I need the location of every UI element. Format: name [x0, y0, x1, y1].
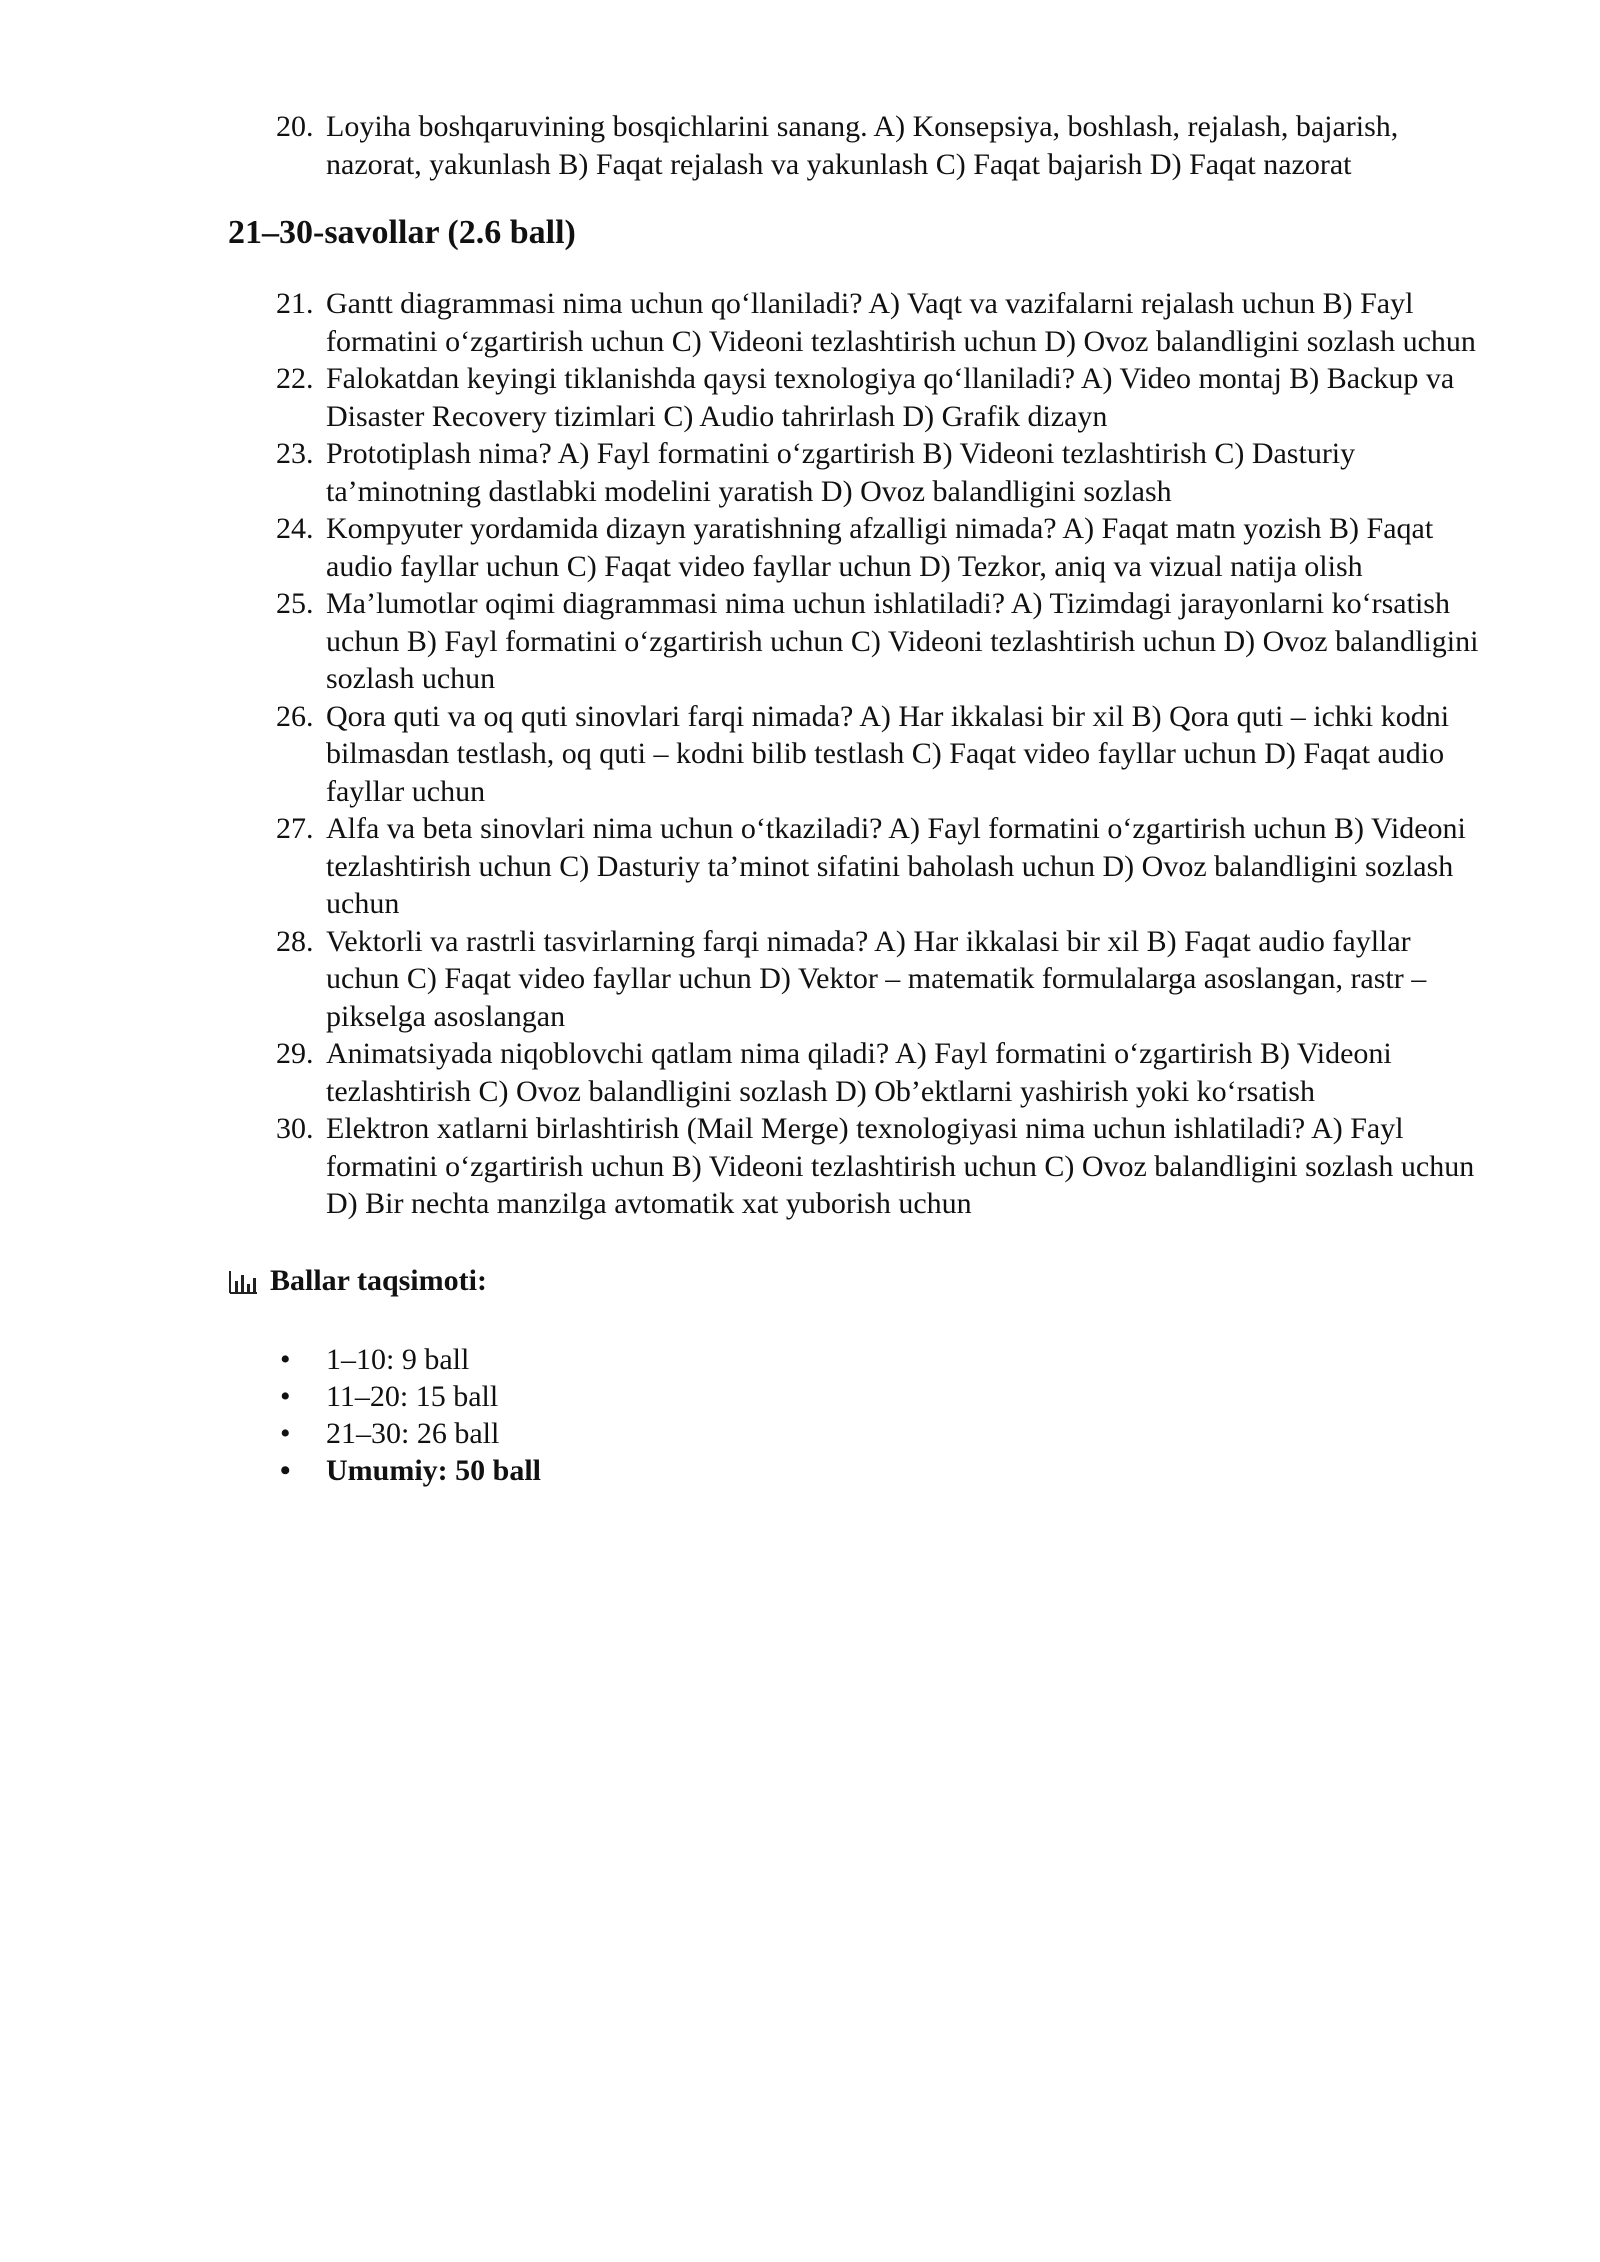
question-item	[228, 360, 1488, 435]
list-item	[228, 1378, 1488, 1415]
score-distribution-list	[228, 1341, 1488, 1489]
question-text: Loyiha boshqaruvining bosqichlarini sanang. A) Konsepsiya, boshlash, rejalash, bajarish, nazorat, yakunlash B) Faqat rejalash va yakunlash C) Faqat bajarish D) Faqat nazorat	[326, 110, 1399, 181]
bar-chart-icon	[228, 1268, 258, 1294]
question-text: Falokatdan keyingi tiklanishda qaysi texnologiya qo‘llaniladi? A) Video montaj B) Backup va Disaster Recovery tizimlari C) Audio tahrirlash D) Grafik dizayn	[326, 362, 1455, 433]
question-number: 28.	[276, 924, 314, 958]
stats-heading	[228, 1263, 1488, 1299]
question-list-top	[228, 108, 1488, 183]
question-item	[228, 1110, 1488, 1223]
list-item	[228, 1341, 1488, 1378]
question-item	[228, 435, 1488, 510]
list-item-text: 11–20: 15 ball	[326, 1379, 499, 1413]
list-item-text: 1–10: 9 ball	[326, 1342, 470, 1376]
question-number: 26.	[276, 699, 314, 733]
stats-heading-text: Ballar taqsimoti:	[270, 1263, 487, 1297]
question-item	[228, 108, 1488, 183]
question-text: Gantt diagrammasi nima uchun qo‘llaniladi? A) Vaqt va vazifalarni rejalash uchun B) Fayl formatini o‘zgartirish uchun C) Videoni tezlashtirish uchun D) Ovoz balandligini sozlash uchun	[326, 287, 1476, 358]
bullet: •	[280, 1342, 291, 1376]
list-item-text: Umumiy: 50 ball	[326, 1453, 542, 1487]
list-item-total	[228, 1452, 1488, 1489]
section-heading: 21–30-savollar (2.6 ball)	[228, 214, 576, 251]
question-number: 20.	[276, 110, 314, 143]
question-item	[228, 923, 1488, 1036]
question-number: 23.	[276, 437, 314, 470]
document-content	[228, 108, 1488, 1489]
question-text: Prototiplash nima? A) Fayl formatini o‘zgartirish B) Videoni tezlashtirish C) Dasturiy ta’minotning dastlabki modelini yaratish D) Ovoz balandligini sozlash	[326, 437, 1356, 508]
question-number: 29.	[276, 1037, 314, 1070]
bullet: •	[280, 1416, 291, 1450]
bullet: •	[280, 1453, 291, 1487]
list-item	[228, 1415, 1488, 1452]
question-item	[228, 585, 1488, 698]
question-number: 24.	[276, 512, 314, 545]
bullet: •	[280, 1379, 291, 1413]
question-text: Animatsiyada niqoblovchi qatlam nima qiladi? A) Fayl formatini o‘zgartirish B) Videoni tezlashtirish C) Ovoz balandligini sozlash D) Ob’ektlarni yashirish yoki ko‘rsatish	[326, 1037, 1392, 1108]
list-item-text: 21–30: 26 ball	[326, 1416, 500, 1450]
question-item	[228, 510, 1488, 585]
question-item	[228, 698, 1488, 811]
question-list	[228, 285, 1488, 1223]
question-item	[228, 285, 1488, 360]
question-number: 30.	[276, 1112, 314, 1145]
question-text: Qora quti va oq quti sinovlari farqi nimada? A) Har ikkalasi bir xil B) Qora quti – ichki kodni bilmasdan testlash, oq quti – kodni bilib testlash C) Faqat video fayllar uchun D) Faqat audio fayllar uchun	[326, 699, 1450, 808]
question-text: Alfa va beta sinovlari nima uchun o‘tkaziladi? A) Fayl formatini o‘zgartirish uchun B) Videoni tezlashtirish uchun C) Dasturiy ta’minot sifatini baholash uchun D) Ovoz balandligini sozlash uchun	[326, 812, 1466, 920]
question-text: Kompyuter yordamida dizayn yaratishning afzalligi nimada? A) Faqat matn yozish B) Faqat audio fayllar uchun C) Faqat video fayllar uchun D) Tezkor, aniq va vizual natija olish	[326, 512, 1434, 583]
question-text: Elektron xatlarni birlashtirish (Mail Merge) texnologiyasi nima uchun ishlatiladi? A) Fayl formatini o‘zgartirish uchun B) Videoni tezlashtirish uchun C) Ovoz balandligini sozlash uchun D) Bir nechta manzilga avtomatik xat yuborish uchun	[326, 1112, 1475, 1220]
question-item	[228, 810, 1488, 923]
question-text: Ma’lumotlar oqimi diagrammasi nima uchun ishlatiladi? A) Tizimdagi jarayonlarni ko‘rsatish uchun B) Fayl formatini o‘zgartirish uchun C) Videoni tezlashtirish uchun D) Ovoz balandligini sozlash uchun	[326, 587, 1479, 695]
question-item	[228, 1035, 1488, 1110]
question-number: 25.	[276, 587, 314, 620]
question-number: 21.	[276, 287, 314, 320]
question-text: Vektorli va rastrli tasvirlarning farqi nimada? A) Har ikkalasi bir xil B) Faqat audio fayllar uchun C) Faqat video fayllar uchun D) Vektor – matematik formulalarga asoslangan, rastr – pikselga asoslangan	[326, 924, 1427, 1033]
question-number: 22.	[276, 362, 314, 395]
question-number: 27.	[276, 812, 314, 845]
